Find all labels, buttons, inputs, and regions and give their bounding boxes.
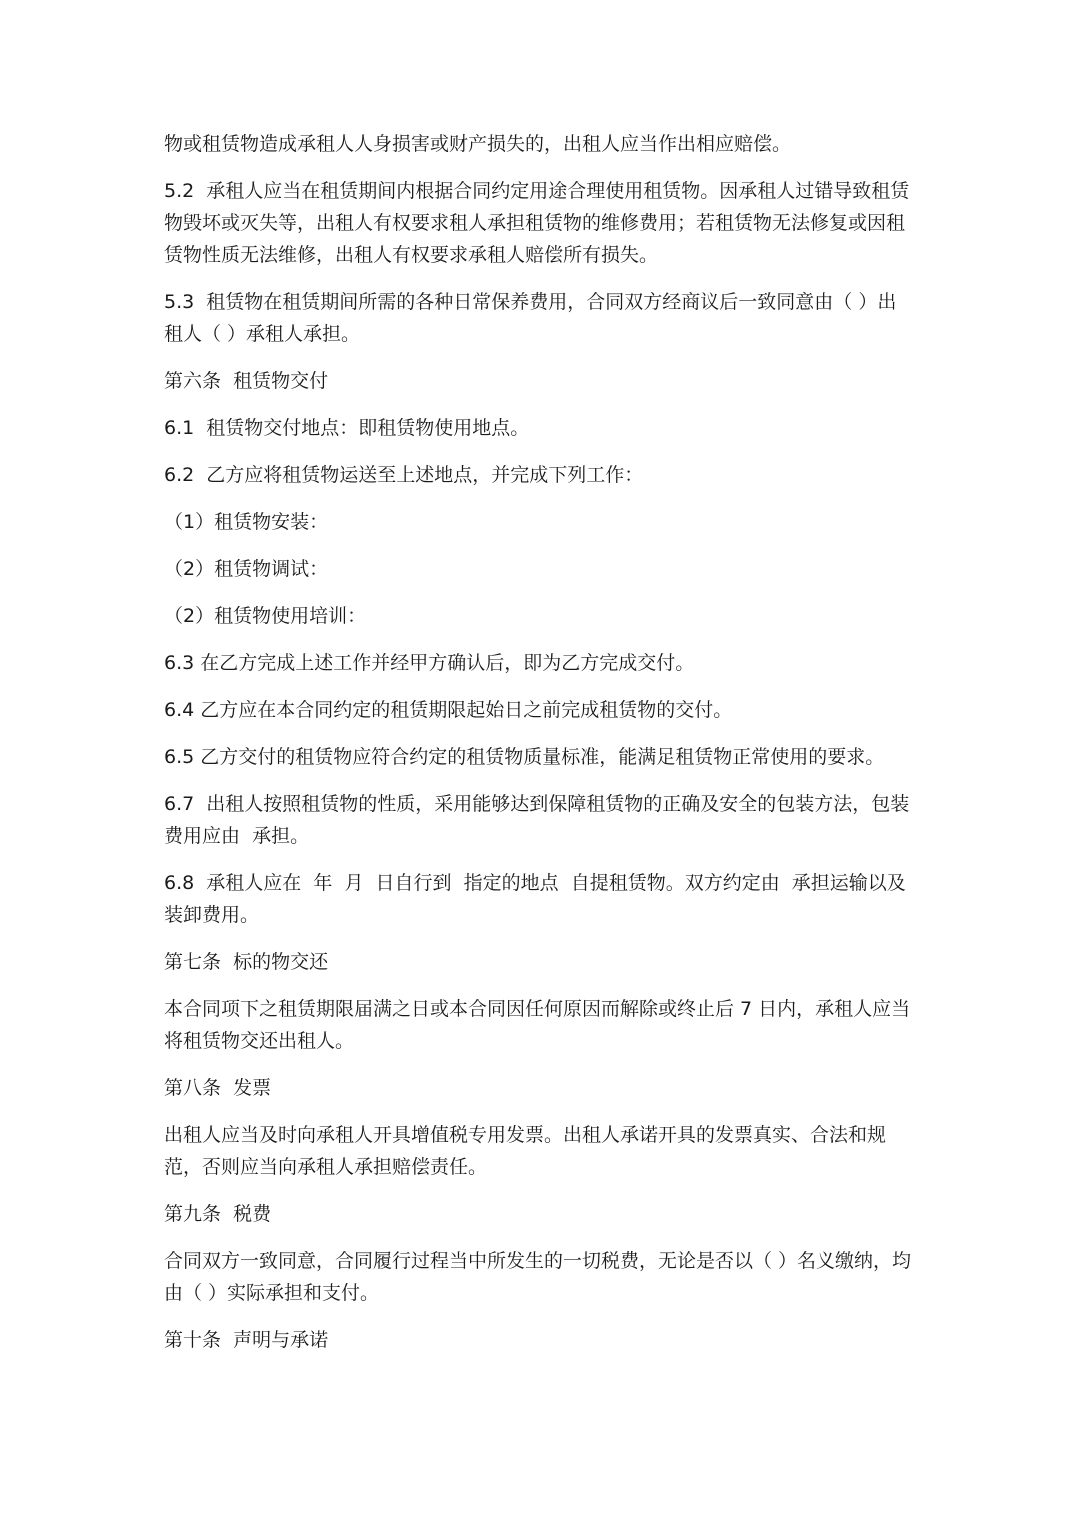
paragraph-6-5: 6.5 乙方交付的租赁物应符合约定的租赁物质量标准，能满足租赁物正常使用的要求。 xyxy=(164,746,885,768)
list-item-training: （2）租赁物使用培训： xyxy=(164,605,367,627)
heading-article-9: 第九条 税费 xyxy=(164,1203,272,1225)
heading-article-10: 第十条 声明与承诺 xyxy=(164,1329,329,1351)
paragraph-6-7: 6.7 出租人按照租赁物的性质，采用能够达到保障租赁物的正确及安全的包装方法，包装费用应由 承担。 xyxy=(164,793,910,847)
heading-article-8: 第八条 发票 xyxy=(164,1077,272,1099)
paragraph-taxes: 合同双方一致同意，合同履行过程当中所发生的一切税费，无论是否以（ ）名义缴纳，均由（ ）实际承担和支付。 xyxy=(164,1250,912,1304)
list-item-debugging: （2）租赁物调试： xyxy=(164,558,329,580)
paragraph-6-2: 6.2 乙方应将租赁物运送至上述地点，并完成下列工作： xyxy=(164,464,644,486)
list-item-installation: （1）租赁物安装： xyxy=(164,511,329,533)
paragraph-6-1: 6.1 租赁物交付地点：即租赁物使用地点。 xyxy=(164,417,530,439)
heading-article-6: 第六条 租赁物交付 xyxy=(164,370,329,392)
paragraph-6-4: 6.4 乙方应在本合同约定的租赁期限起始日之前完成租赁物的交付。 xyxy=(164,699,733,721)
paragraph-5-3: 5.3 租赁物在租赁期间所需的各种日常保养费用，合同双方经商议后一致同意由（ ）出租人（ ）承租人承担。 xyxy=(164,291,897,345)
paragraph-6-8: 6.8 承租人应在 年 月 日自行到 指定的地点 自提租赁物。双方约定由 承担运输以及装卸费用。 xyxy=(164,872,906,926)
paragraph-return: 本合同项下之租赁期限届满之日或本合同因任何原因而解除或终止后 7 日内，承租人应当将租赁物交还出租人。 xyxy=(164,998,911,1052)
document-page xyxy=(164,128,914,1371)
paragraph-invoice: 出租人应当及时向承租人开具增值税专用发票。出租人承诺开具的发票真实、合法和规范，否则应当向承租人承担赔偿责任。 xyxy=(164,1124,887,1178)
paragraph-6-3: 6.3 在乙方完成上述工作并经甲方确认后，即为乙方完成交付。 xyxy=(164,652,695,674)
heading-article-7: 第七条 标的物交还 xyxy=(164,951,329,973)
paragraph-damage-compensation: 物或租赁物造成承租人人身损害或财产损失的，出租人应当作出相应赔偿。 xyxy=(164,133,792,155)
paragraph-5-2: 5.2 承租人应当在租赁期间内根据合同约定用途合理使用租赁物。因承租人过错导致租赁物毁坏或灭失等，出租人有权要求租人承担租赁物的维修费用；若租赁物无法修复或因租赁物性质无法维修，出租人有权要求承租人赔偿所有损失。 xyxy=(164,180,910,266)
